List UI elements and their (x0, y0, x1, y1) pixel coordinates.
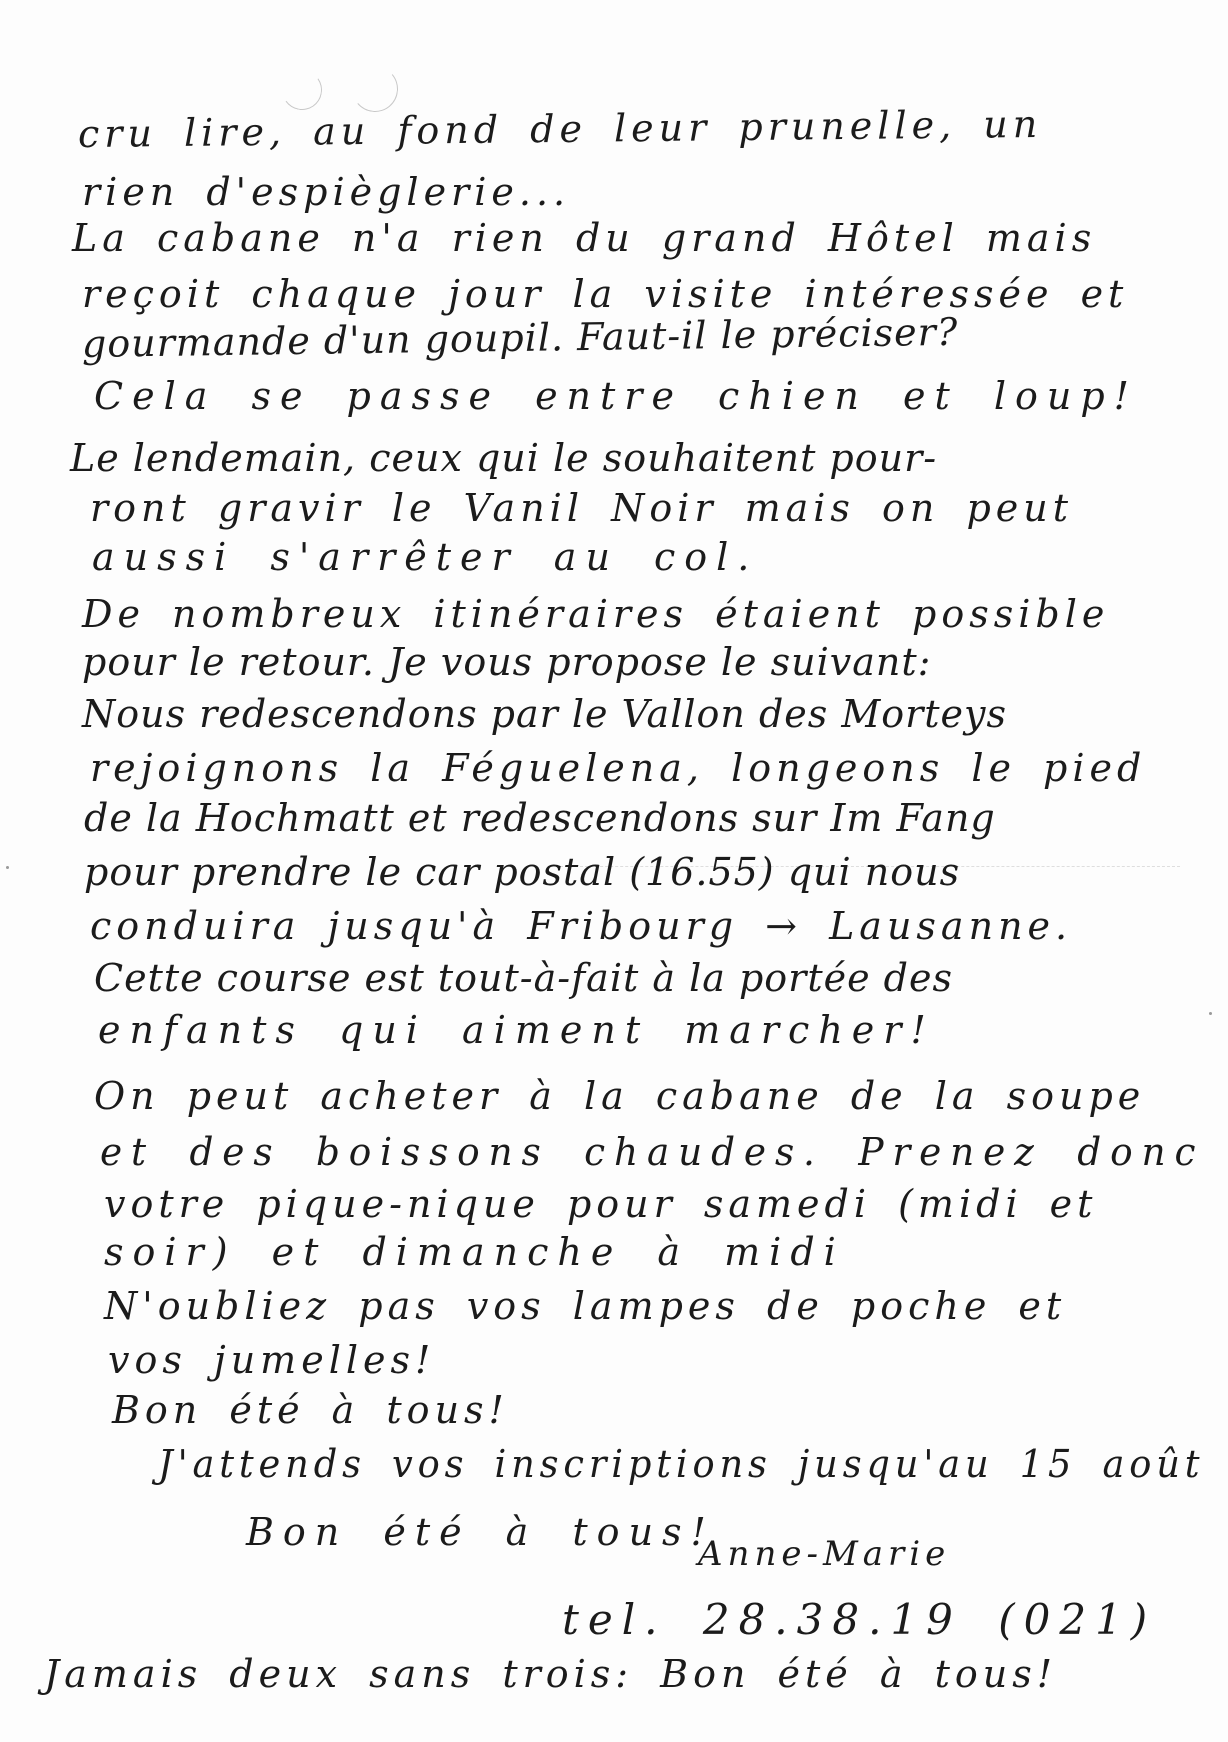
letter-line: vos jumelles! (108, 1338, 436, 1382)
letter-line: N'oubliez pas vos lampes de poche et (104, 1284, 1067, 1328)
paper-speck (1209, 1012, 1212, 1015)
letter-line: conduira jusqu'à Fribourg → Lausanne. (90, 904, 1073, 948)
letter-line: pour le retour. Je vous propose le suivant: (82, 640, 932, 684)
punch-hole-mark (350, 64, 400, 114)
letter-line: Jamais deux sans trois: Bon été à tous! (44, 1652, 1057, 1696)
letter-line: J'attends vos inscriptions jusqu'au 15 août (158, 1442, 1205, 1486)
letter-line: ront gravir le Vanil Noir mais on peut (90, 486, 1074, 530)
letter-line: gourmande d'un goupil. Faut-il le préciser? (81, 309, 959, 366)
letter-line: aussi s'arrêter au col. (92, 535, 759, 579)
letter-line: Cela se passe entre chien et loup! (94, 374, 1138, 418)
letter-line: De nombreux itinéraires étaient possible (82, 592, 1110, 636)
letter-line: Cette course est tout-à-fait à la portée des (94, 956, 953, 1000)
paper-speck (6, 866, 9, 869)
letter-line: votre pique-nique pour samedi (midi et (104, 1182, 1098, 1226)
letter-line: pour prendre le car postal (16.55) qui nous (84, 850, 961, 894)
letter-line: Bon été à tous! (112, 1388, 509, 1432)
letter-line: rien d'espièglerie... (82, 170, 571, 214)
letter-line: Le lendemain, ceux qui le souhaitent pour- (70, 436, 938, 480)
letter-line: cru lire, au fond de leur prunelle, un (77, 101, 1043, 156)
letter-line: rejoignons la Féguelena, longeons le pied (90, 746, 1147, 790)
letter-line: enfants qui aiment marcher! (98, 1008, 935, 1052)
letter-line: La cabane n'a rien du grand Hôtel mais (72, 216, 1097, 260)
punch-hole-mark (279, 67, 325, 113)
letter-line: On peut acheter à la cabane de la soupe (94, 1074, 1146, 1118)
letter-line: Bon été à tous! (246, 1510, 715, 1554)
letter-signature: Anne-Marie (698, 1534, 951, 1574)
letter-line: et des boissons chaudes. Prenez donc (100, 1130, 1205, 1174)
letter-line: Nous redescendons par le Vallon des Morteys (82, 692, 1008, 736)
letter-line: de la Hochmatt et redescendons sur Im Fang (84, 796, 996, 840)
letter-line: reçoit chaque jour la visite intéressée et (82, 272, 1129, 316)
letter-phone: tel. 28.38.19 (021) (562, 1595, 1157, 1644)
letter-line: soir) et dimanche à midi (104, 1230, 845, 1274)
